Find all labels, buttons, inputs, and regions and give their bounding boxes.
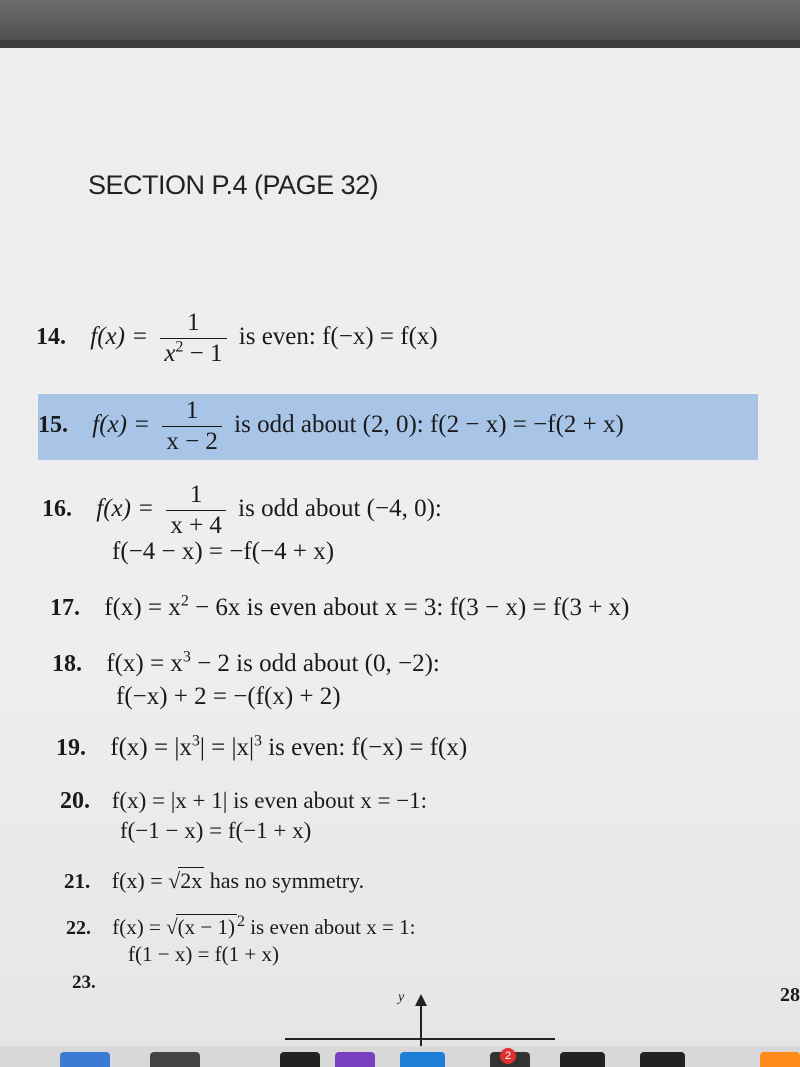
problem-number: 20.: [60, 788, 90, 814]
problem-number: 23.: [72, 972, 96, 993]
page-number: 28: [780, 984, 800, 1006]
problem-number: 19.: [56, 735, 86, 761]
expr-b: − 2 is odd about (0, −2):: [190, 650, 440, 677]
dock-app-icon[interactable]: [560, 1052, 605, 1067]
problem-20: [60, 788, 427, 815]
dock-app-icon[interactable]: [60, 1052, 110, 1067]
radicand: 2x: [180, 868, 203, 893]
notification-badge: 2: [500, 1048, 516, 1064]
numerator: 1: [187, 309, 200, 336]
numerator: 1: [185, 397, 199, 424]
denominator: [160, 338, 226, 369]
radical-sign: √: [166, 915, 178, 939]
problem-number: 21.: [64, 869, 91, 893]
exponent: 2: [175, 338, 184, 356]
exponent: 2: [180, 592, 189, 610]
denominator: x − 2: [162, 426, 222, 457]
problem-15: [38, 396, 624, 457]
section-heading: SECTION P.4 (PAGE 32): [88, 170, 379, 200]
problem-number: 17.: [50, 595, 80, 621]
y-axis: [420, 1004, 422, 1050]
exponent: 3: [191, 732, 200, 750]
expr-b: − 6x is even about x = 3: f(3 − x) = f(3 + x): [188, 594, 630, 621]
dock-app-icon[interactable]: [400, 1052, 445, 1067]
expr-b: | = |x|: [199, 734, 254, 761]
fraction: [166, 480, 226, 541]
problem-17: [50, 594, 629, 622]
y-axis-label: y: [398, 990, 405, 1005]
problem-21: [64, 867, 364, 894]
dock-app-icon[interactable]: [280, 1052, 320, 1067]
statement: is odd about (−4, 0):: [238, 495, 442, 523]
expr-b: has no symmetry.: [204, 868, 365, 893]
dock-app-icon[interactable]: [335, 1052, 375, 1067]
problem-22: [66, 914, 415, 940]
tail: − 1: [183, 340, 223, 367]
fraction: [162, 396, 222, 457]
expr-a: f(x) =: [112, 915, 167, 939]
lhs: f(x) =: [96, 495, 155, 523]
dock-app-icon[interactable]: [150, 1052, 200, 1067]
problem-20-line2: f(−1 − x) = f(−1 + x): [120, 818, 312, 843]
graph-curve: [285, 1038, 555, 1040]
lhs: f(x) =: [90, 323, 149, 351]
expr-b: is even about x = 1:: [244, 915, 416, 939]
problem-number: 18.: [52, 651, 82, 677]
statement: is even: f(−x) = f(x): [238, 323, 438, 351]
problem-14: [36, 308, 438, 369]
exponent: 3: [253, 732, 262, 750]
var: x: [164, 340, 176, 367]
statement: is odd about (2, 0): f(2 − x) = −f(2 + x): [234, 411, 624, 439]
numerator: 1: [189, 481, 203, 508]
expr-c: is even: f(−x) = f(x): [261, 734, 468, 761]
problem-19: [56, 734, 467, 762]
dock-app-icon[interactable]: [640, 1052, 685, 1067]
bezel-edge: [0, 40, 800, 48]
radicand: (x − 1): [177, 915, 235, 939]
problem-number: 14.: [36, 324, 66, 351]
exponent: 2: [236, 913, 245, 930]
problem-22-line2: f(1 − x) = f(1 + x): [128, 942, 279, 966]
problem-16-line2: f(−4 − x) = −f(−4 + x): [112, 538, 335, 565]
problem-18: [52, 650, 440, 678]
denominator: x + 4: [166, 510, 226, 541]
problem-16: [42, 480, 442, 541]
problem-number: 22.: [66, 917, 91, 939]
problem-number: 16.: [42, 496, 72, 523]
expr-a: f(x) =: [111, 868, 169, 893]
problem-number: 15.: [38, 412, 68, 439]
expr-a: f(x) = |x + 1| is even about x = −1:: [111, 788, 428, 813]
lhs: f(x) =: [92, 411, 151, 439]
exponent: 3: [182, 648, 191, 666]
dock-app-icon[interactable]: [760, 1052, 800, 1067]
expr-a: f(x) = x: [104, 594, 181, 621]
fraction: [160, 308, 226, 369]
expr-a: f(x) = x: [106, 650, 183, 677]
dock-bar: [0, 1046, 800, 1067]
problem-18-line2: f(−x) + 2 = −(f(x) + 2): [116, 683, 341, 710]
problem-23: [72, 972, 96, 994]
expr-a: f(x) = |x: [110, 734, 192, 761]
radical-sign: √: [168, 868, 181, 893]
